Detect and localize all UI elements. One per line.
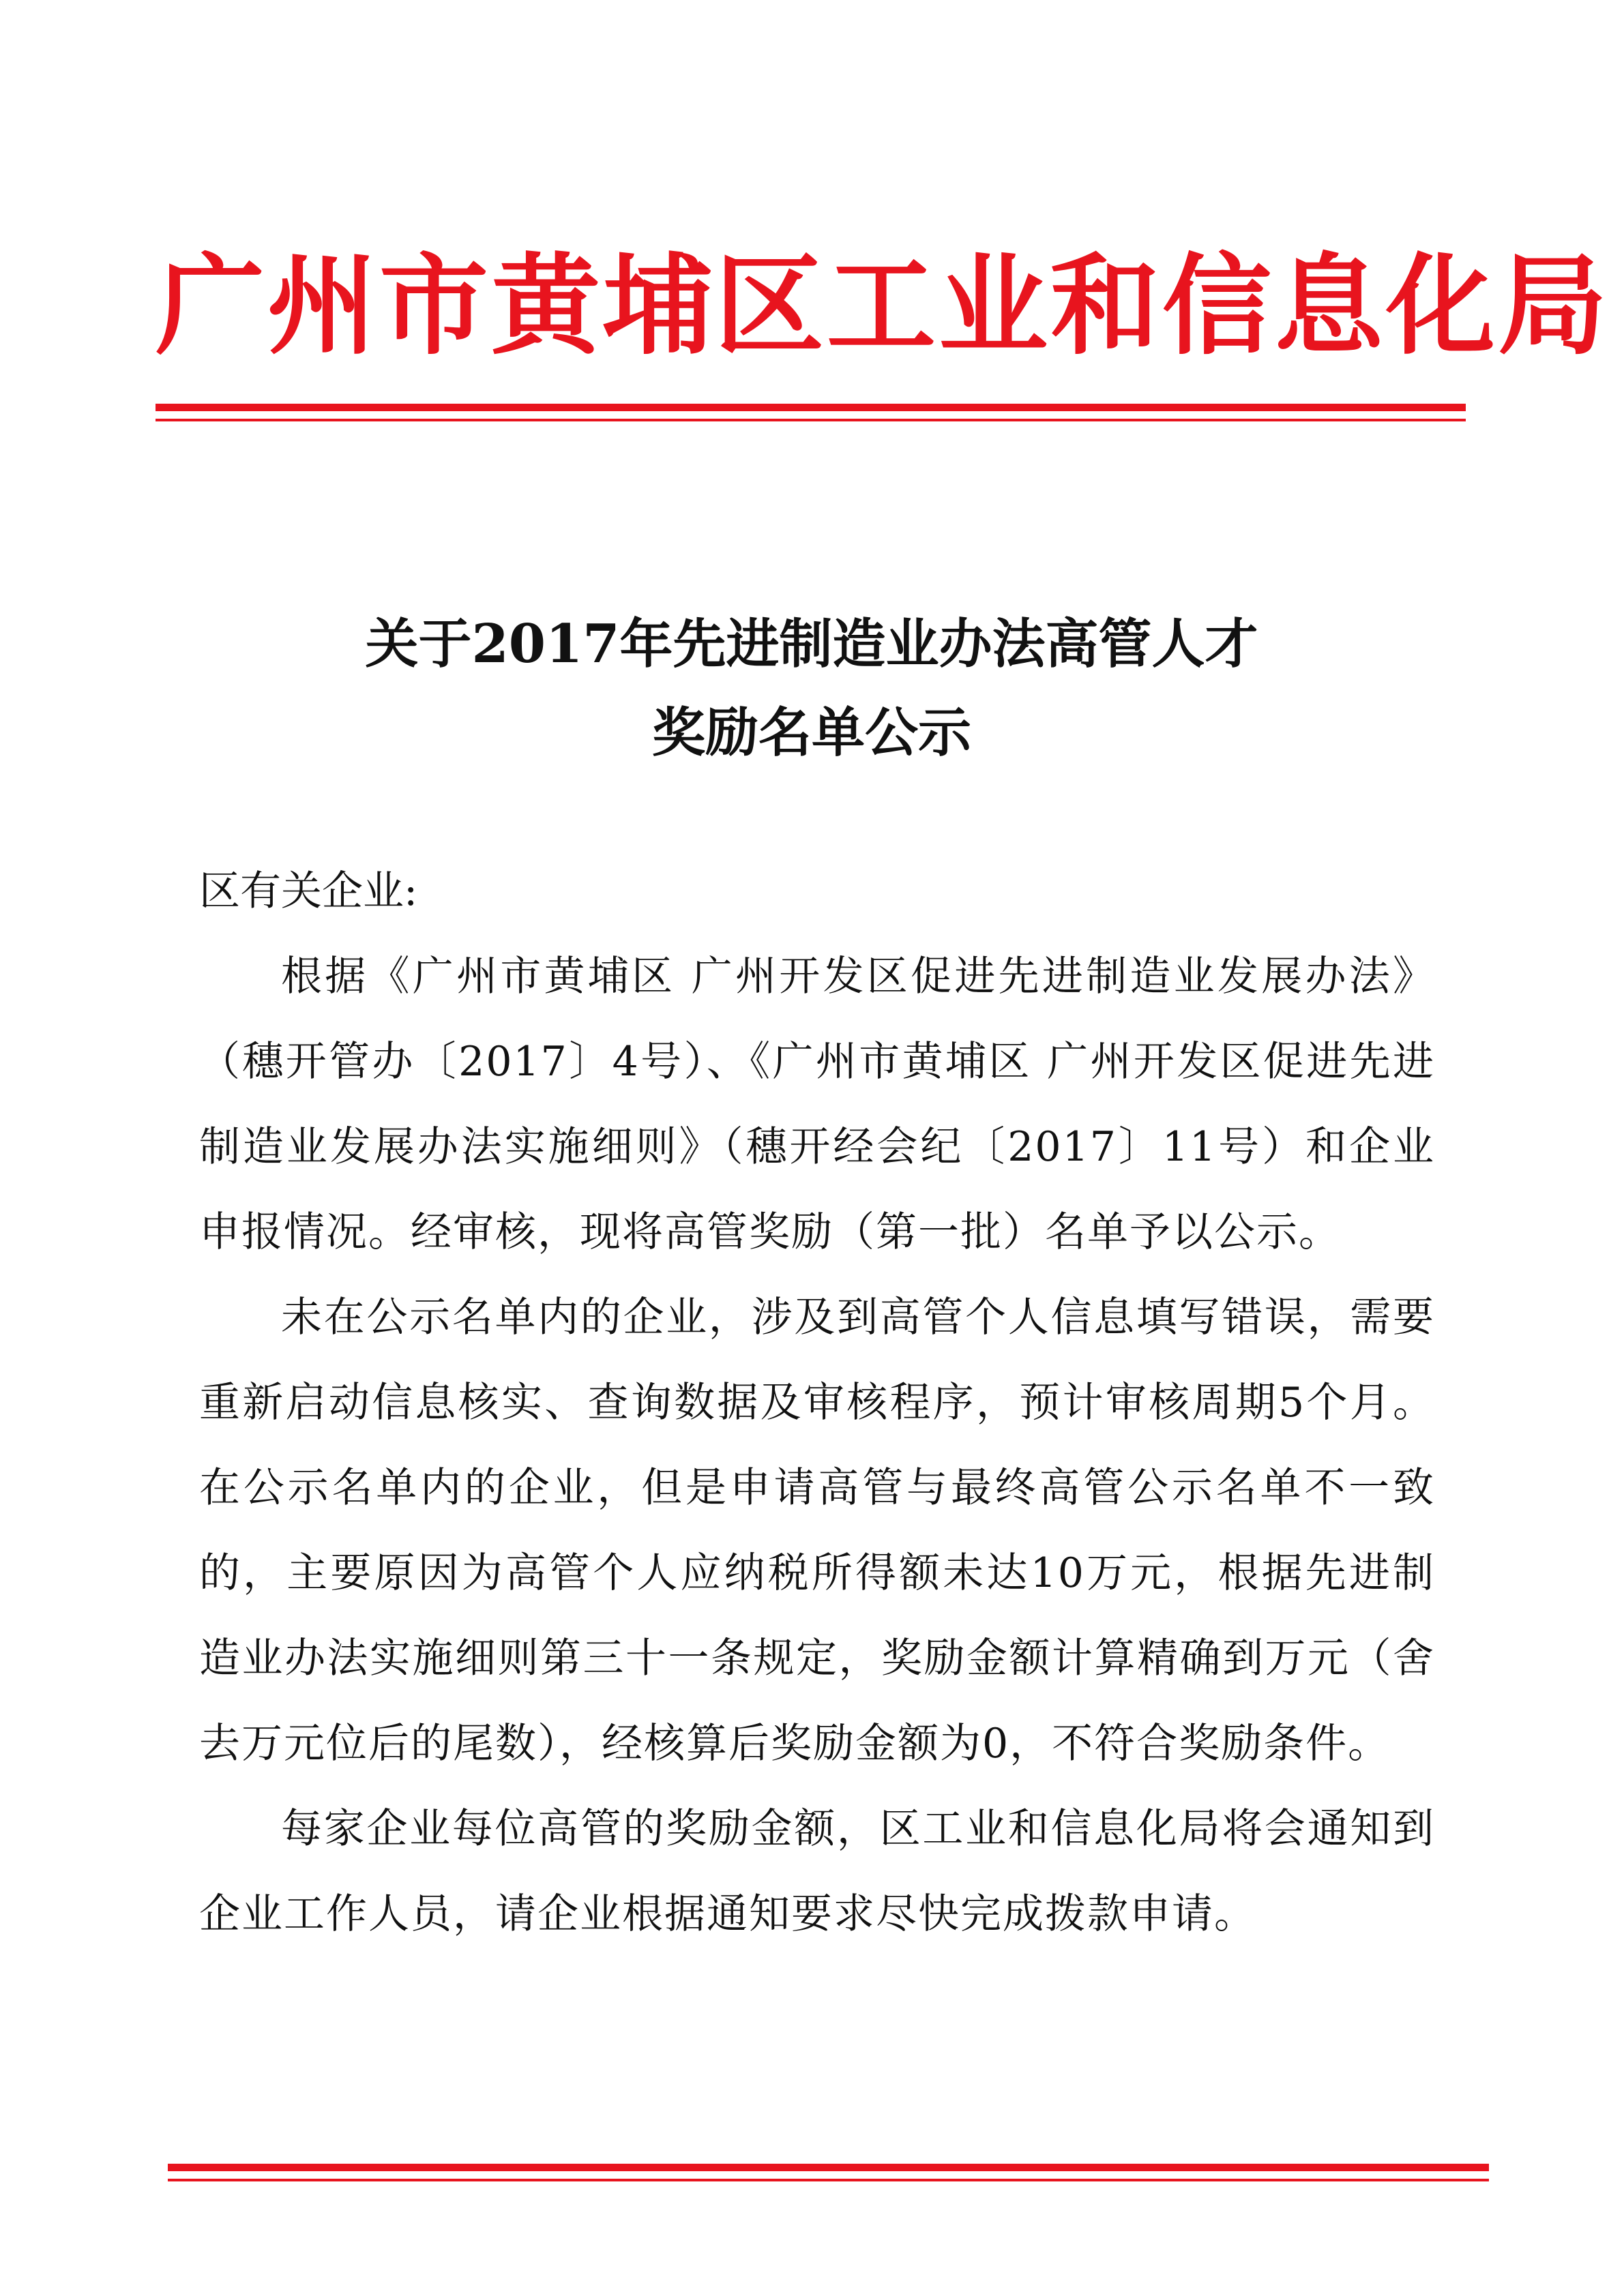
header-divider-thick [156, 404, 1466, 411]
footer-divider-thin [168, 2179, 1489, 2181]
document-title-line-2: 奖励名单公示 [651, 702, 971, 764]
body-paragraph-2: 未在公示名单内的企业，涉及到高管个人信息填写错误，需要重新启动信息核实、查询数据及审核程序，预计审核周期5个月。在公示名单内的企业，但是申请高管与最终高管公示名单不一致的，主要原因为高管个人应纳税所得额未达10万元，根据先进制造业办法实施细则第三十一条规定，奖励金额计算精确到万元（舍去万元位后的尾数），经核算后奖励金额为0，不符合奖励条件。 [199, 1294, 1435, 1768]
footer-divider-thick [168, 2164, 1489, 2171]
document-title [205, 600, 1419, 777]
header-divider-thin [156, 419, 1466, 421]
body-paragraph-3: 每家企业每位高管的奖励金额，区工业和信息化局将会通知到企业工作人员，请企业根据通知要求尽快完成拨款申请。 [199, 1805, 1435, 1938]
document-body [199, 849, 1435, 1957]
body-paragraph-1: 根据《广州市黄埔区 广州开发区促进先进制造业发展办法》（穗开管办〔2017〕4号）、《广州市黄埔区 广州开发区促进先进制造业发展办法实施细则》（穗开经会纪〔2017〕11号）和企业申报情况。经审核，现将高管奖励（第一批）名单予以公示。 [199, 953, 1435, 1256]
salutation: 区有关企业: [199, 867, 418, 915]
agency-masthead: 广州市黄埔区工业和信息化局 [156, 241, 1610, 370]
document-title-line-1: 关于2017年先进制造业办法高管人才 [365, 613, 1258, 675]
